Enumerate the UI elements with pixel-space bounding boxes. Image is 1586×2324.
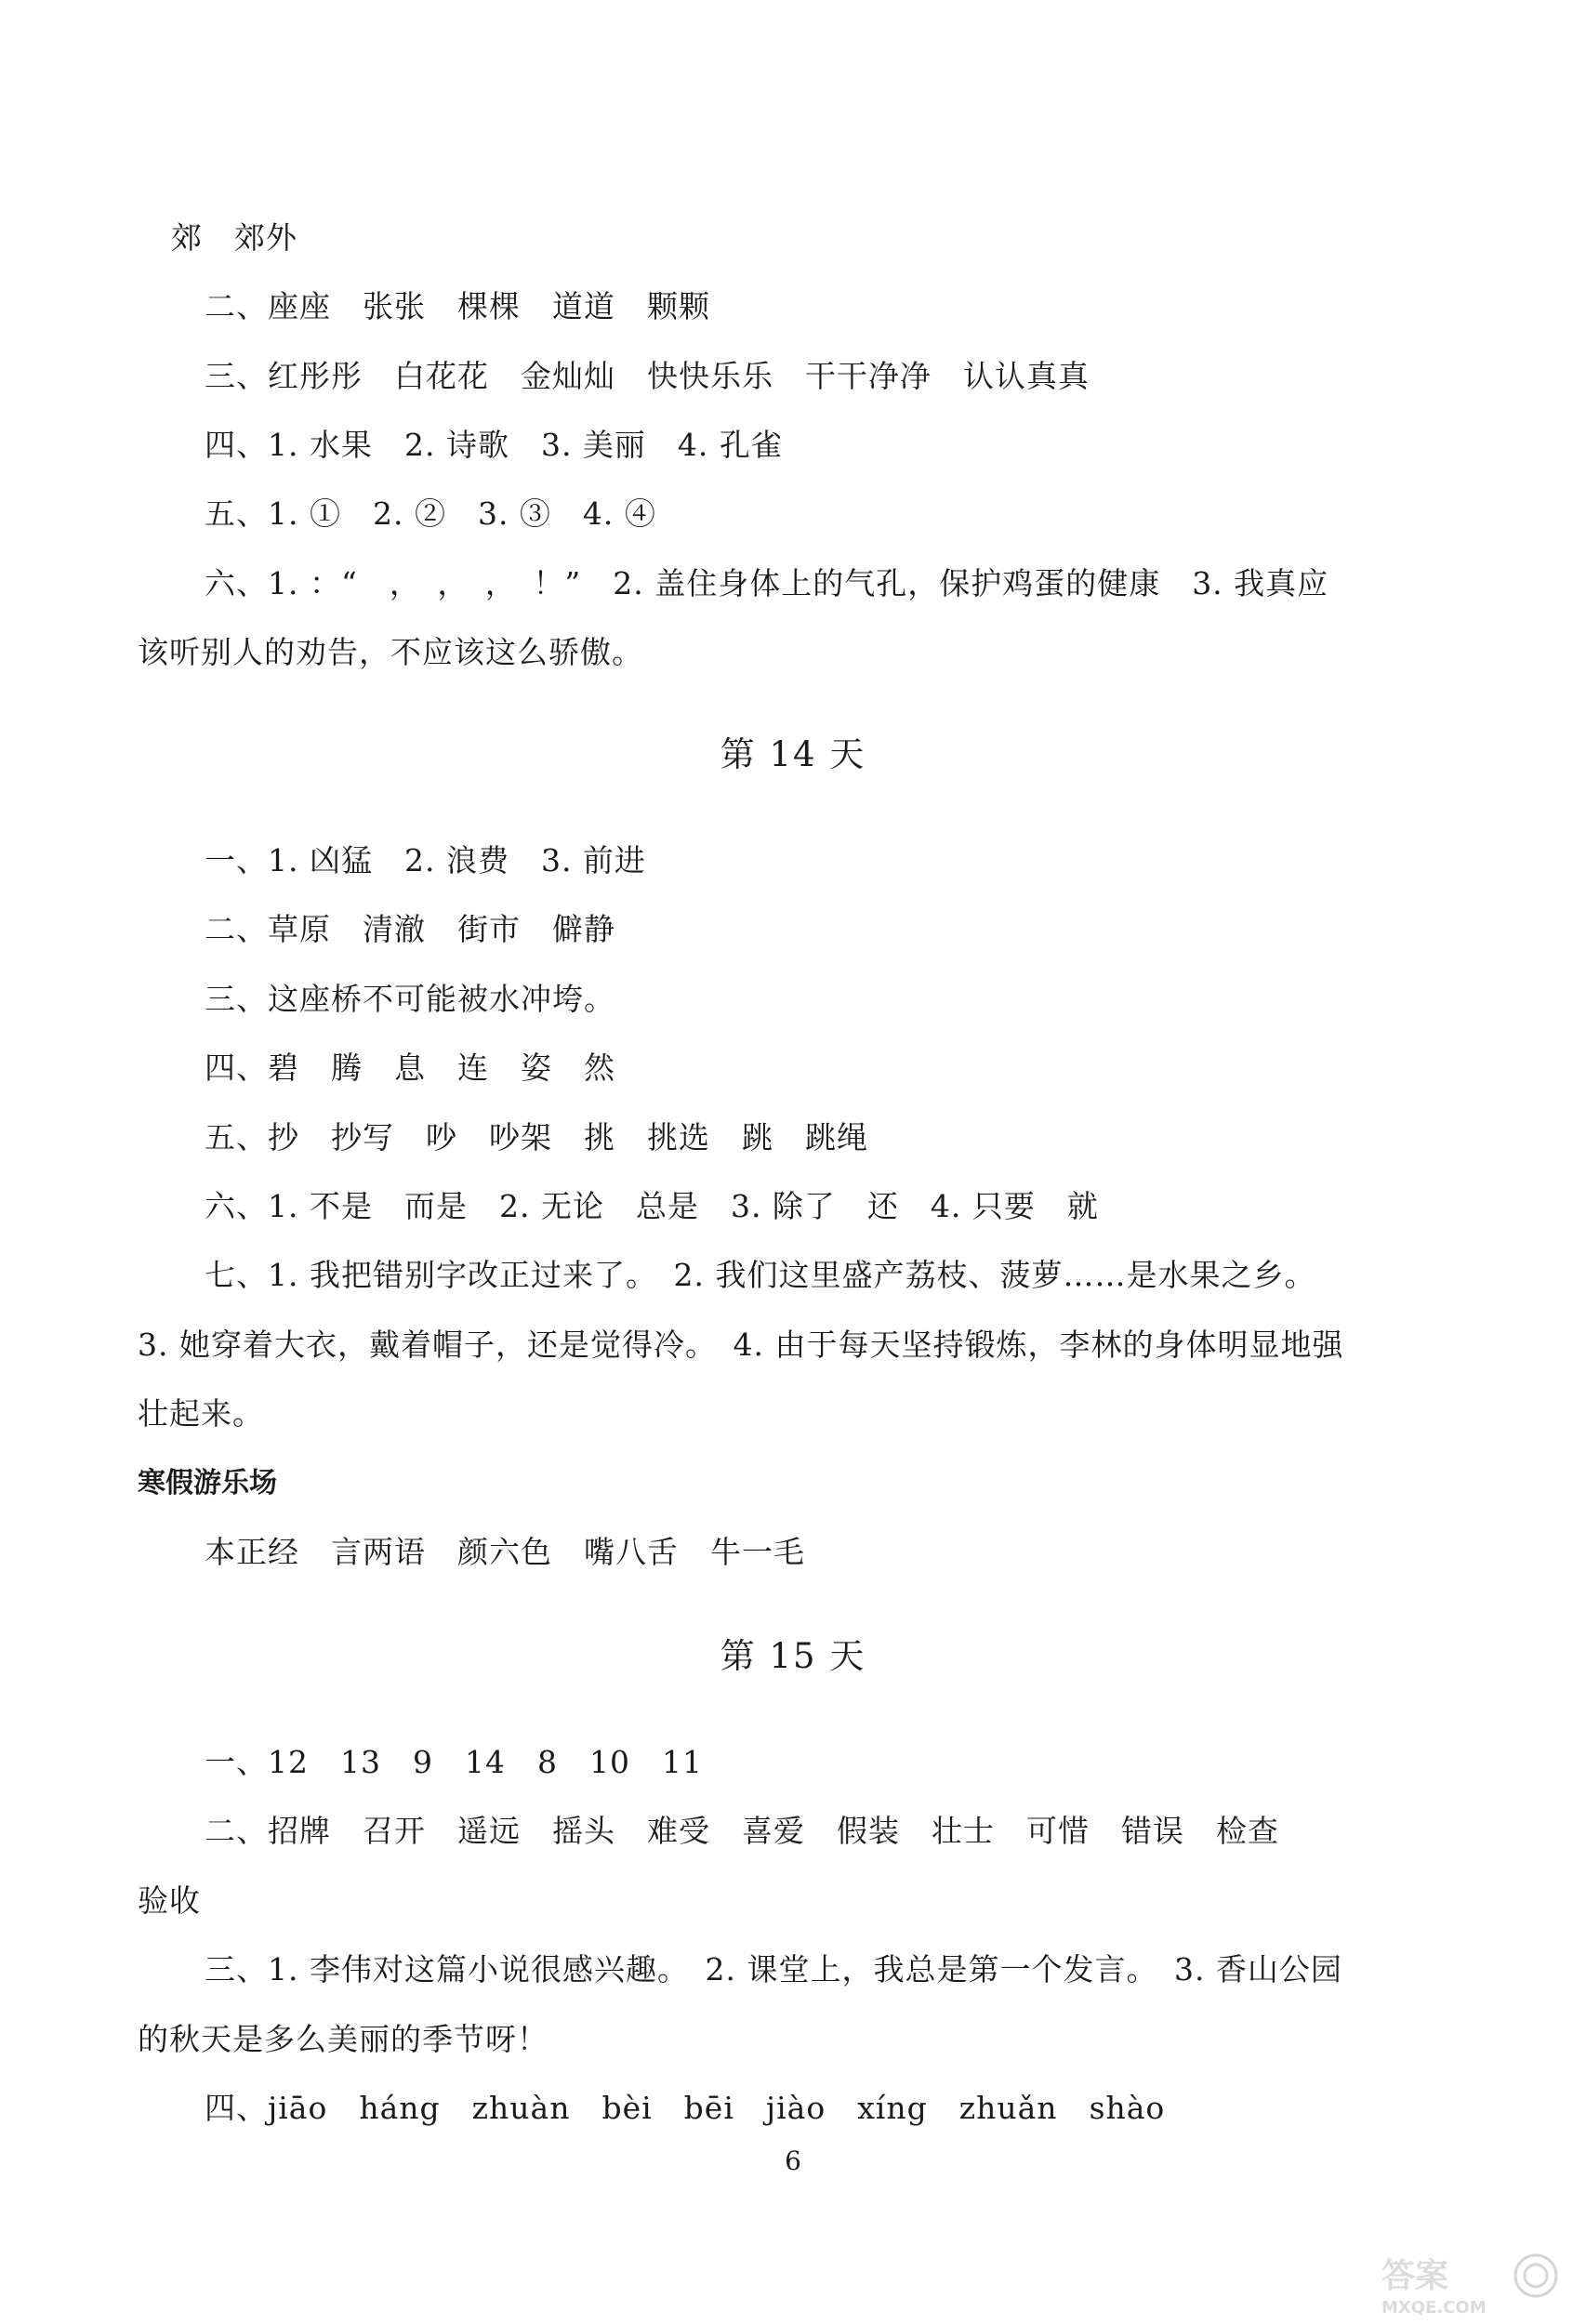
answer-line: 二、草原 清澈 街市 僻静 xyxy=(205,911,615,947)
answer-line: 验收 xyxy=(138,1882,201,1919)
answer-line: 五、1. ① 2. ② 3. ③ 4. ④ xyxy=(205,495,656,532)
answer-line: 该听别人的劝告，不应该这么骄傲。 xyxy=(138,634,643,670)
answer-line: 壮起来。 xyxy=(138,1395,264,1432)
answer-line: 二、招牌 召开 遥远 摇头 难受 喜爱 假装 壮士 可惜 错误 检查 xyxy=(205,1813,1279,1849)
section-heading-day-14: 第 14 天 xyxy=(720,734,866,774)
answer-line: 五、抄 抄写 吵 吵架 挑 挑选 跳 跳绳 xyxy=(205,1119,868,1155)
subsection-heading: 寒假游乐场 xyxy=(138,1467,277,1499)
page-number: 6 xyxy=(785,2146,801,2176)
answer-line: 四、1. 水果 2. 诗歌 3. 美丽 4. 孔雀 xyxy=(205,427,783,463)
section-heading-day-15: 第 15 天 xyxy=(720,1636,866,1676)
answer-line: 3. 她穿着大衣，戴着帽子，还是觉得冷。 4. 由于每天坚持锻炼，李林的身体明显地强 xyxy=(138,1327,1344,1363)
answer-line: 二、座座 张张 棵棵 道道 颗颗 xyxy=(205,288,710,324)
answer-line: 三、1. 李伟对这篇小说很感兴趣。 2. 课堂上，我总是第一个发言。 3. 香山公园 xyxy=(205,1951,1342,1987)
answer-line: 四、jiāo háng zhuàn bèi bēi jiào xíng zhuǎn shào xyxy=(205,2090,1166,2126)
answer-line: 一、1. 凶猛 2. 浪费 3. 前进 xyxy=(205,842,646,878)
answer-line: 的秋天是多么美丽的季节呀！ xyxy=(138,2021,548,2057)
svg-text:答案: 答案 xyxy=(1381,2257,1449,2295)
answer-line: 六、1. 不是 而是 2. 无论 总是 3. 除了 还 4. 只要 就 xyxy=(205,1188,1099,1224)
watermark-logo-icon xyxy=(1378,2248,1573,2317)
answer-line: 四、碧 腾 息 连 姿 然 xyxy=(205,1050,615,1086)
answer-line: 六、1. ：“ ， ， ， ！” 2. 盖住身体上的气孔，保护鸡蛋的健康 3. 我真应 xyxy=(205,565,1329,601)
answer-line: 三、红彤彤 白花花 金灿灿 快快乐乐 干干净净 认认真真 xyxy=(205,358,1090,394)
answer-line: 三、这座桥不可能被水冲垮。 xyxy=(205,981,615,1017)
answer-line: 一、12 13 9 14 8 10 11 xyxy=(205,1744,703,1780)
answer-line: 七、1. 我把错别字改正过来了。 2. 我们这里盛产荔枝、菠萝……是水果之乡。 xyxy=(205,1257,1316,1293)
answer-line: 本正经 言两语 颜六色 嘴八舌 牛一毛 xyxy=(205,1534,805,1570)
svg-text:MXQE.COM: MXQE.COM xyxy=(1381,2298,1487,2317)
answer-line: 郊 郊外 xyxy=(171,219,297,256)
